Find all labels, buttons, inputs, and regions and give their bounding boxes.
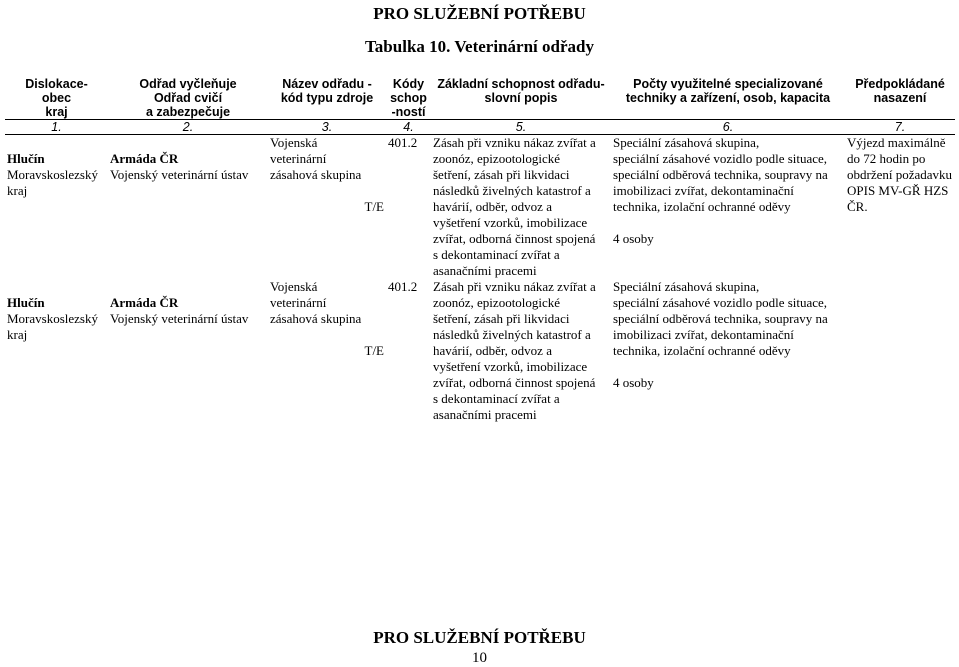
nasazeni-line: obdržení požadavku <box>847 167 953 182</box>
popis-line: šetření, zásah při likvidaci <box>433 311 570 326</box>
cell-nazev-odradu <box>268 279 386 423</box>
nazev-line: zásahová skupina <box>270 311 362 326</box>
column-header-line: kód typu zdroje <box>280 91 374 105</box>
technika-line: technika, izolační ochranné oděvy <box>613 199 791 214</box>
cell-kod-schopnosti: 401.2 <box>388 135 418 150</box>
cell-popis <box>431 279 611 423</box>
spacer <box>270 327 384 343</box>
nasazeni-line: do 72 hodin po <box>847 151 926 166</box>
spacer <box>110 279 266 295</box>
column-number-4: 4. <box>386 120 431 135</box>
spacer <box>110 135 266 151</box>
technika-line: imobilizaci zvířat, dekontaminační <box>613 183 794 198</box>
kraj-name: Moravskoslezský <box>7 311 98 326</box>
cell-nazev-odradu <box>268 135 386 280</box>
popis-line: asanačními pracemi <box>433 263 537 278</box>
column-header-4 <box>386 77 431 120</box>
column-number-7: 7. <box>845 120 955 135</box>
popis-line: zoonóz, epizootologické <box>433 151 561 166</box>
popis-line: Zásah při vzniku nákaz zvířat a <box>433 279 596 294</box>
nasazeni-line: OPIS MV-GŘ HZS <box>847 183 949 198</box>
column-header-line: Název odřadu - <box>282 77 372 91</box>
column-header-line: techniky a zařízení, osob, kapacita <box>625 91 831 105</box>
column-header-line: -ností <box>391 105 426 119</box>
ustav-name: Vojenský veterinární ústav <box>110 167 249 182</box>
cell-technika <box>611 135 845 280</box>
kraj-name: kraj <box>7 183 28 198</box>
column-header-5 <box>431 77 611 120</box>
column-header-line: a zabezpečuje <box>145 105 231 119</box>
kod-typu-zdroje: T/E <box>364 343 384 358</box>
column-header-line: Odřad cvičí <box>153 91 223 105</box>
page-number: 10 <box>472 650 487 666</box>
header-row <box>5 77 955 120</box>
technika-line: Speciální zásahová skupina, <box>613 135 760 150</box>
popis-line: zvířat, odborná činnost spojená <box>433 231 596 246</box>
column-header-line: Počty využitelné specializované <box>633 77 823 91</box>
popis-line: následků živelných katastrof a <box>433 327 591 342</box>
column-header-6 <box>611 77 845 120</box>
column-number-6: 6. <box>611 120 845 135</box>
table-title: Tabulka 10. Veterinární odřady <box>365 37 594 56</box>
popis-line: šetření, zásah při likvidaci <box>433 167 570 182</box>
spacer <box>7 279 106 295</box>
cell-nasazeni <box>845 279 955 423</box>
column-header-line: schop <box>390 91 427 105</box>
osoby-count: 4 osoby <box>613 375 654 390</box>
nasazeni-line: ČR. <box>847 199 868 214</box>
technika-line: Speciální zásahová skupina, <box>613 279 760 294</box>
kod-typu-zdroje: T/E <box>364 199 384 214</box>
armada-name: Armáda ČR <box>110 151 179 166</box>
popis-line: vyšetření vzorků, imobilizace <box>433 215 588 230</box>
column-header-2 <box>108 77 268 120</box>
veterinary-units-table <box>5 77 955 423</box>
nazev-line: Vojenská <box>270 279 318 294</box>
column-number-row <box>5 120 955 135</box>
column-header-line: Kódy <box>392 77 425 91</box>
osoby-count: 4 osoby <box>613 231 654 246</box>
column-header-line: obec <box>41 91 72 105</box>
nazev-line: veterinární <box>270 295 327 310</box>
ustav-name: Vojenský veterinární ústav <box>110 311 249 326</box>
column-header-line: Předpokládané <box>855 77 945 91</box>
popis-line: s dekontaminací zvířat a <box>433 391 560 406</box>
popis-line: vyšetření vzorků, imobilizace <box>433 359 588 374</box>
technika-line: imobilizaci zvířat, dekontaminační <box>613 327 794 342</box>
table-row <box>5 135 955 280</box>
cell-dislokace <box>5 135 108 280</box>
page-header-bottom: PRO SLUŽEBNÍ POTŘEBU <box>373 628 586 647</box>
column-number-3: 3. <box>268 120 386 135</box>
column-header-line: Odřad vyčleňuje <box>139 77 237 91</box>
cell-odrad-vyclenuje <box>108 135 268 280</box>
technika-line: speciální zásahové vozidlo podle situace, <box>613 295 828 310</box>
column-number-5: 5. <box>431 120 611 135</box>
column-number-1: 1. <box>5 120 108 135</box>
technika-line: speciální zásahové vozidlo podle situace, <box>613 151 828 166</box>
column-header-line: slovní popis <box>484 91 558 105</box>
column-header-1 <box>5 77 108 120</box>
cell-dislokace <box>5 279 108 423</box>
column-header-7 <box>845 77 955 120</box>
cell-popis <box>431 135 611 280</box>
kraj-name: Moravskoslezský <box>7 167 98 182</box>
column-header-line: Dislokace- <box>25 77 88 91</box>
popis-line: Zásah při vzniku nákaz zvířat a <box>433 135 596 150</box>
obec-name: Hlučín <box>7 295 45 310</box>
popis-line: havárií, odběr, odvoz a <box>433 199 552 214</box>
obec-name: Hlučín <box>7 151 45 166</box>
cell-odrad-vyclenuje <box>108 279 268 423</box>
kraj-name: kraj <box>7 327 28 342</box>
popis-line: asanačními pracemi <box>433 407 537 422</box>
technika-line: speciální odběrová technika, soupravy na <box>613 311 828 326</box>
popis-line: s dekontaminací zvířat a <box>433 247 560 262</box>
table-row <box>5 279 955 423</box>
cell-kod-schopnosti: 401.2 <box>388 279 418 294</box>
spacer <box>613 215 843 231</box>
nazev-line: veterinární <box>270 151 327 166</box>
nasazeni-line: Výjezd maximálně <box>847 135 946 150</box>
popis-line: zoonóz, epizootologické <box>433 295 561 310</box>
column-header-line: nasazení <box>873 91 927 105</box>
nazev-line: Vojenská <box>270 135 318 150</box>
popis-line: zvířat, odborná činnost spojená <box>433 375 596 390</box>
popis-line: havárií, odběr, odvoz a <box>433 343 552 358</box>
page-header-top: PRO SLUŽEBNÍ POTŘEBU <box>373 4 586 23</box>
spacer <box>613 359 843 375</box>
spacer <box>7 135 106 151</box>
column-number-2: 2. <box>108 120 268 135</box>
column-header-line: Základní schopnost odřadu- <box>437 77 605 91</box>
cell-technika <box>611 279 845 423</box>
cell-nasazeni <box>845 135 955 280</box>
spacer <box>270 183 384 199</box>
nazev-line: zásahová skupina <box>270 167 362 182</box>
column-header-3 <box>268 77 386 120</box>
column-header-line: kraj <box>45 105 68 119</box>
technika-line: technika, izolační ochranné oděvy <box>613 343 791 358</box>
popis-line: následků živelných katastrof a <box>433 183 591 198</box>
technika-line: speciální odběrová technika, soupravy na <box>613 167 828 182</box>
armada-name: Armáda ČR <box>110 295 179 310</box>
